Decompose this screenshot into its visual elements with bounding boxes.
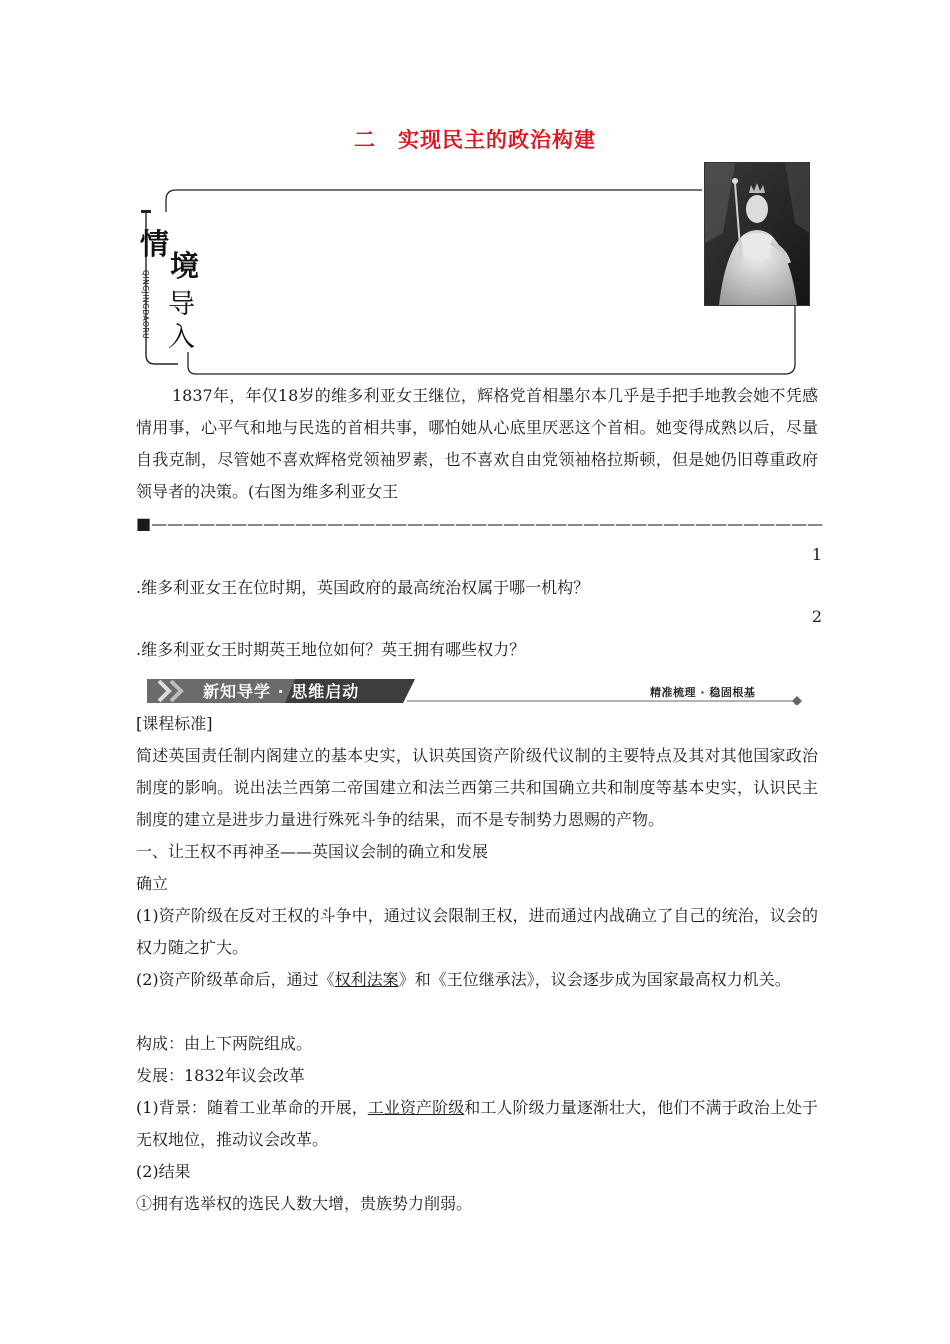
- development-background-post: 和工人阶级力量逐渐壮大，他们不满于政治上处于无权地位，推动议会改革。: [136, 1098, 818, 1149]
- composition-line: 构成：由上下两院组成。: [136, 1034, 313, 1053]
- development-background-pre: (1)背景：随着工业革命的开展，: [136, 1098, 368, 1117]
- badge-char-qing: 情: [140, 227, 170, 261]
- section-heading-1: 一、让王权不再神圣——英国议会制的确立和发展: [136, 842, 489, 861]
- section-band-right-label: 精准梳理 · 稳固根基: [650, 686, 756, 699]
- question-2: .维多利亚女王时期英王地位如何？英王拥有哪些权力？: [136, 640, 526, 659]
- development-result-1: ①拥有选举权的选民人数大增，贵族势力削弱。: [136, 1194, 473, 1213]
- question-1-number: 1: [811, 545, 822, 564]
- section-band-left-label: 新知导学 · 思维启动: [203, 682, 360, 701]
- diamond-icon: [792, 696, 802, 705]
- industrial-bourgeoisie-underlined: 工业资产阶级: [367, 1098, 465, 1117]
- badge-char-dao: 导: [168, 289, 195, 320]
- question-1: .维多利亚女王在位时期，英国政府的最高统治权属于哪一机构？: [136, 578, 590, 597]
- curriculum-standard-heading: [课程标准]: [136, 714, 213, 733]
- establish-point-2-post: 》和《王位继承法》，议会逐步成为国家最高权力机关。: [398, 970, 791, 989]
- development-line: 发展：1832年议会改革: [136, 1066, 305, 1085]
- curriculum-standard-text: 简述英国责任制内阁建立的基本史实，认识英国资产阶级代议制的主要特点及其对其他国家政治制度的影响。说出法兰西第二帝国建立和法兰西第三共和国确立共和制度等基本史实，认识民主制度的建立是进步力量进行殊死斗争的结果，而不是专制势力恩赐的产物。: [136, 746, 818, 829]
- title-number: 二: [354, 128, 376, 152]
- subheading-establish: 确立: [136, 874, 169, 893]
- badge-pinyin: QINGJINGDAORU: [141, 270, 150, 340]
- establish-point-1: (1)资产阶级在反对王权的斗争中，通过议会限制王权，进而通过内战确立了自己的统治，议会的权力随之扩大。: [136, 906, 818, 957]
- bill-of-rights-underlined: 权利法案: [334, 970, 399, 989]
- establish-point-2-pre: (2)资产阶级革命后，通过《: [136, 970, 335, 989]
- intro-paragraph: 1837年，年仅18岁的维多利亚女王继位，辉格党首相墨尔本几乎是手把手地教会她不凭感情用事，心平气和地与民选的首相共事，哪怕她从心底里厌恶这个首相。她变得成熟以后，尽量自我克制，尽管她不喜欢辉格党领袖罗素，也不喜欢自由党领袖格拉斯顿，但是她仍旧尊重政府领导者的决策。(右图为维多利亚女王: [136, 386, 818, 501]
- badge-char-ru: 入: [168, 322, 195, 353]
- development-background: [136, 1092, 818, 1156]
- question-2-number: 2: [811, 607, 822, 626]
- establish-point-2: [136, 964, 818, 996]
- badge-char-jing: 境: [170, 249, 200, 283]
- title-text: 实现民主的政治构建: [398, 128, 596, 152]
- development-result-heading: (2)结果: [136, 1162, 191, 1181]
- queen-victoria-portrait: [704, 162, 810, 306]
- intro-rule-line: ■——————————————————————————————————————————: [136, 514, 824, 533]
